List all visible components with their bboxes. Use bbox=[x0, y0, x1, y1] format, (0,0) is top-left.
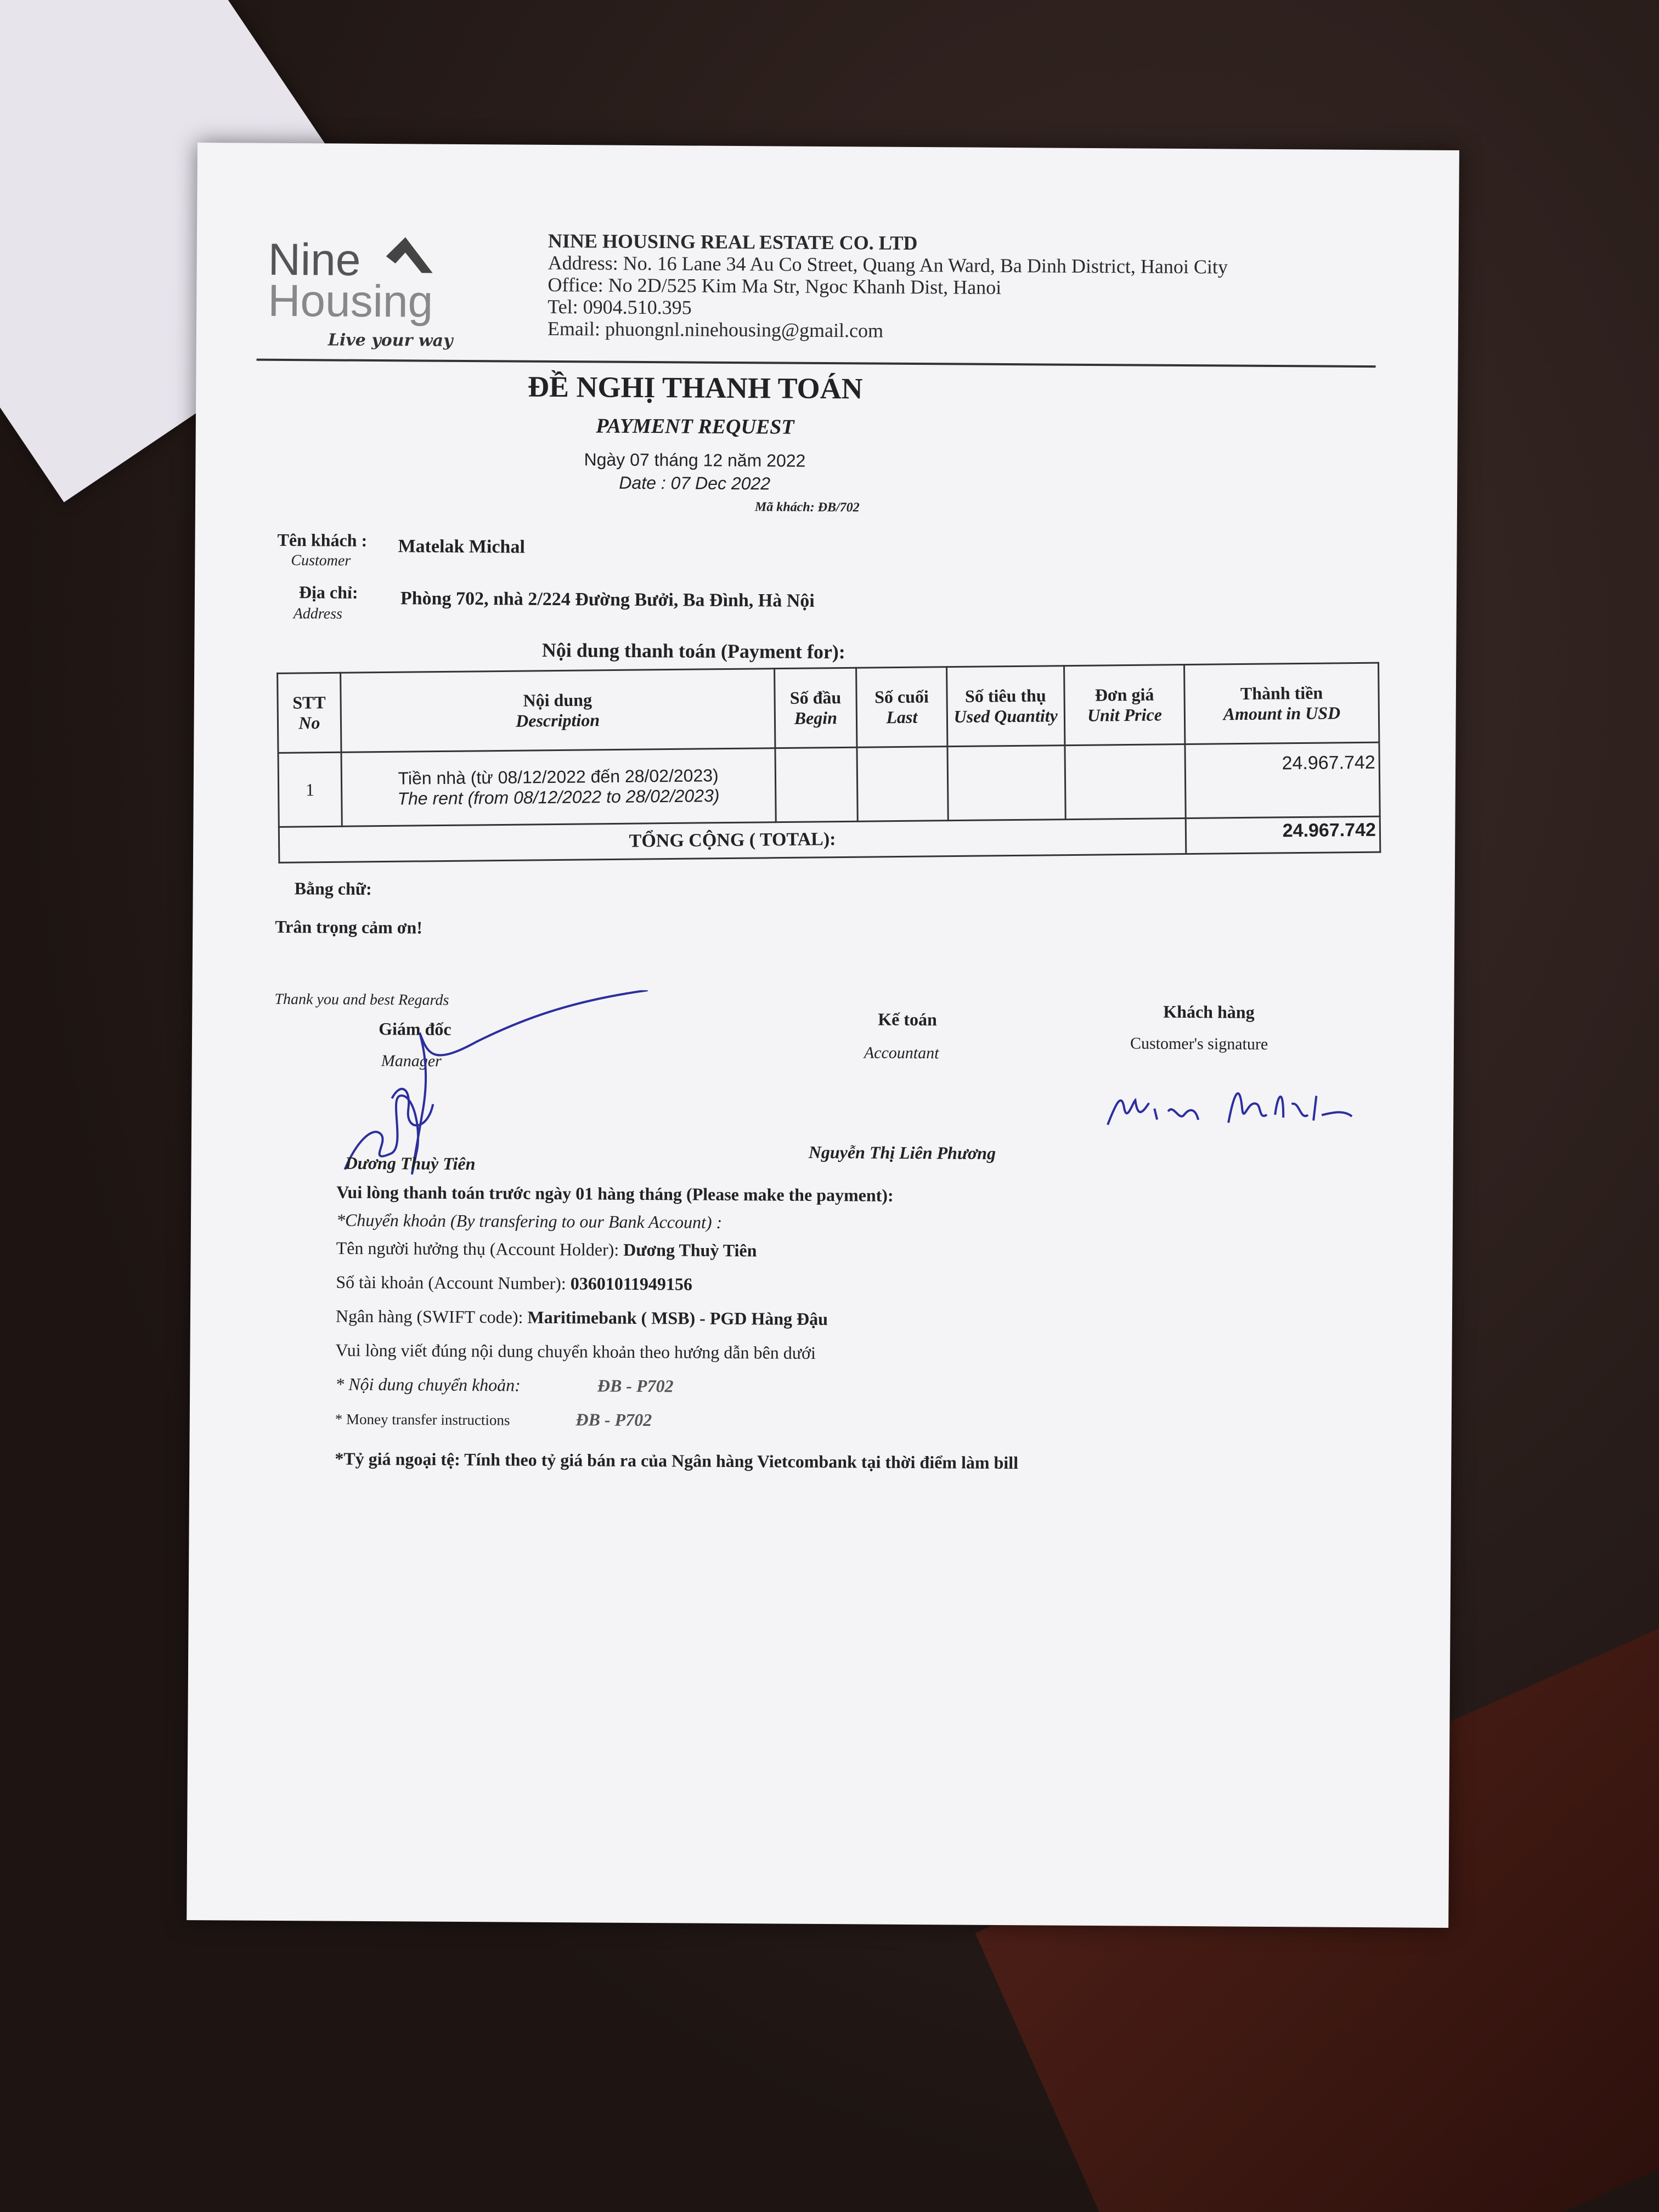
payment-instructions bbox=[335, 1175, 1379, 1482]
customer-title: Khách hàng bbox=[1163, 1001, 1255, 1022]
address-label-en: Address bbox=[293, 605, 343, 623]
title-vietnamese: ĐỀ NGHỊ THANH TOÁN bbox=[527, 370, 863, 405]
amount-in-words-label: Bằng chữ: bbox=[294, 878, 372, 899]
company-email: Email: phuongnl.ninehousing@gmail.com bbox=[547, 317, 884, 342]
accountant-subtitle: Accountant bbox=[864, 1043, 939, 1063]
accountant-name: Nguyễn Thị Liên Phương bbox=[808, 1142, 996, 1163]
cell-unit-price bbox=[1065, 744, 1186, 820]
company-name: NINE HOUSING REAL ESTATE CO. LTD bbox=[548, 229, 918, 255]
cell-used bbox=[947, 746, 1066, 821]
company-address: Address: No. 16 Lane 34 Au Co Street, Quang An Ward, Ba Dinh District, Hanoi City bbox=[548, 251, 1228, 278]
company-info bbox=[548, 230, 1404, 345]
total-label: TỔNG CỘNG ( TOTAL): bbox=[279, 819, 1186, 863]
customer-name-label: Tên khách : bbox=[277, 529, 368, 550]
date-vietnamese: Ngày 07 tháng 12 năm 2022 bbox=[584, 449, 806, 471]
title-english: PAYMENT REQUEST bbox=[596, 414, 794, 439]
manager-subtitle: Manager bbox=[381, 1052, 442, 1070]
col-begin: Số đầu Begin bbox=[774, 668, 857, 748]
svg-text:Housing: Housing bbox=[267, 275, 433, 327]
address-label: Địa chỉ: bbox=[298, 582, 358, 602]
nine-housing-logo bbox=[268, 231, 466, 353]
company-office: Office: No 2D/525 Kim Ma Str, Ngoc Khanh Dist, Hanoi bbox=[548, 273, 1002, 298]
exchange-rate-note: *Tỷ giá ngoại tệ: Tính theo tỷ giá bán ra của Ngân hàng Vietcombank tại thời điểm làm bill bbox=[335, 1448, 1019, 1473]
bank-transfer-line: *Chuyển khoản (By transfering to our Bank Account) : bbox=[336, 1210, 723, 1232]
instruction-line: Vui lòng viết đúng nội dung chuyển khoản theo hướng dẫn bên dưới bbox=[335, 1340, 816, 1363]
date-english: Date : 07 Dec 2022 bbox=[619, 472, 771, 494]
money-transfer-line: * Money transfer instructions ĐB - P702 bbox=[335, 1409, 652, 1430]
company-tel: Tel: 0904.510.395 bbox=[548, 295, 692, 319]
customer-name-label-en: Customer bbox=[291, 552, 351, 569]
payment-for-heading: Nội dung thanh toán (Payment for): bbox=[541, 639, 845, 663]
cell-description: Tiền nhà (từ 08/12/2022 đến 28/02/2023) The rent (from 08/12/2022 to 28/02/2023) bbox=[341, 748, 776, 827]
col-last: Số cuối Last bbox=[856, 667, 947, 748]
table-row bbox=[278, 742, 1380, 827]
bank-line: Ngân hàng (SWIFT code): Maritimebank ( MSB) - PGD Hàng Đậu bbox=[335, 1306, 828, 1329]
accountant-title: Kế toán bbox=[878, 1009, 937, 1030]
col-description: Nội dung Description bbox=[340, 669, 775, 753]
manager-name: Dương Thuỳ Tiên bbox=[345, 1153, 476, 1174]
customer-name: Matelak Michal bbox=[398, 536, 525, 557]
payment-items-table bbox=[276, 662, 1381, 864]
table-header-row bbox=[278, 663, 1379, 753]
svg-text:Nine: Nine bbox=[268, 234, 361, 285]
customer-address: Phòng 702, nhà 2/224 Đường Bưởi, Ba Đình, Hà Nội bbox=[400, 588, 815, 611]
customer-code: Mã khách: ĐB/702 bbox=[754, 500, 860, 515]
cell-no: 1 bbox=[278, 752, 342, 827]
customer-subtitle: Customer's signature bbox=[1130, 1034, 1268, 1053]
header-divider bbox=[257, 359, 1376, 368]
col-no: STT No bbox=[278, 673, 341, 753]
transfer-content-line: * Nội dung chuyển khoản: ĐB - P702 bbox=[335, 1374, 674, 1396]
svg-text:Live your way: Live your way bbox=[328, 330, 453, 351]
customer-signature bbox=[1102, 1070, 1355, 1148]
cell-last bbox=[857, 747, 948, 822]
payment-heading: Vui lòng thanh toán trước ngày 01 hàng tháng (Please make the payment): bbox=[336, 1182, 894, 1205]
cell-amount: 24.967.742 bbox=[1185, 742, 1380, 818]
account-holder-line: Tên người hưởng thụ (Account Holder): Dương Thuỳ Tiên bbox=[336, 1238, 757, 1261]
col-unit-price: Đơn giá Unit Price bbox=[1064, 665, 1185, 746]
manager-title: Giám đốc bbox=[379, 1019, 452, 1039]
col-used-quantity: Số tiêu thụ Used Quantity bbox=[946, 666, 1065, 747]
payment-request-document bbox=[187, 143, 1459, 1928]
regards-english: Thank you and best Regards bbox=[274, 990, 449, 1009]
account-number-line: Số tài khoản (Account Number): 03601011949156 bbox=[336, 1272, 693, 1294]
regards-vietnamese: Trân trọng cảm ơn! bbox=[275, 916, 423, 938]
col-amount: Thành tiền Amount in USD bbox=[1184, 663, 1379, 744]
total-amount: 24.967.742 bbox=[1186, 816, 1380, 854]
cell-begin bbox=[775, 747, 858, 822]
